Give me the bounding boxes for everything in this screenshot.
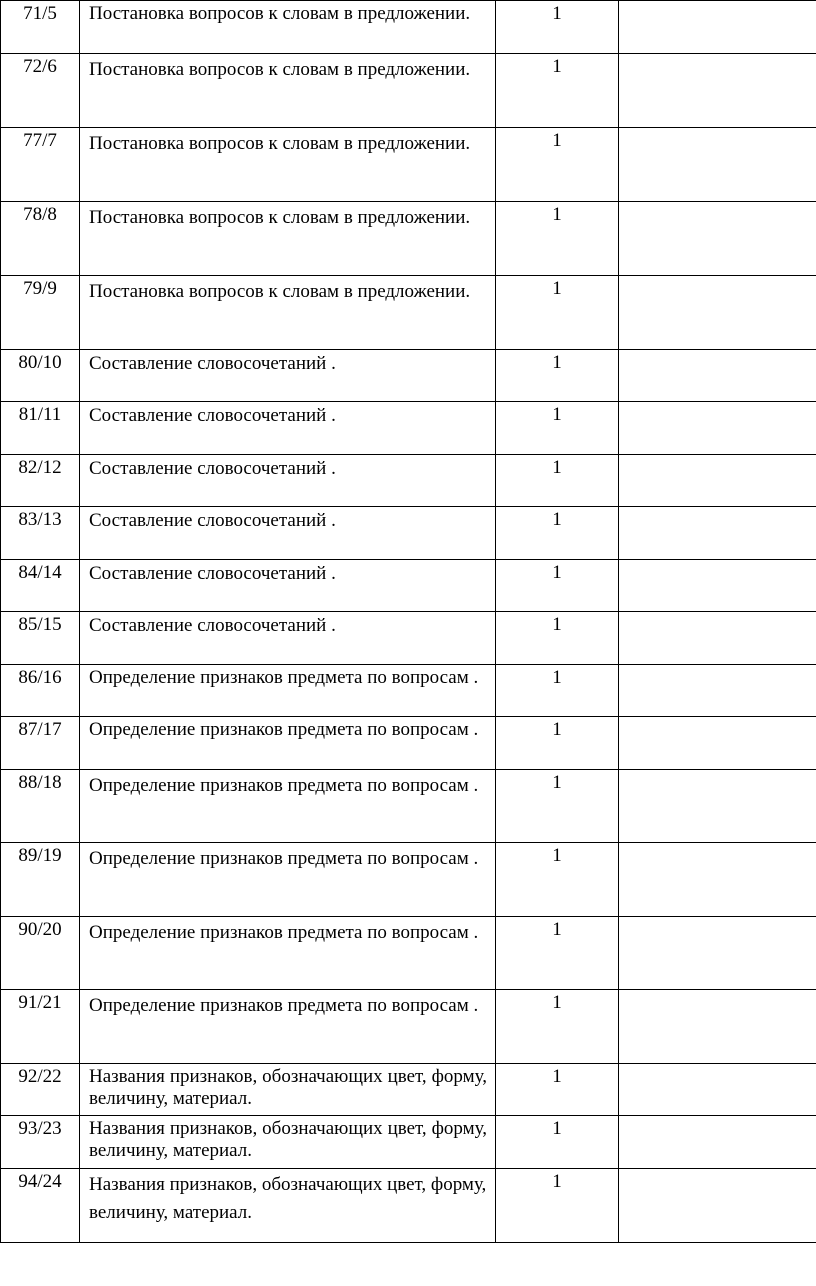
lesson-hours: 1 [496,350,619,402]
lesson-topic [80,54,496,128]
lesson-topic-text: Постановка вопросов к словам в предложении. [89,3,471,24]
table-row [1,990,816,1064]
lesson-number: 72/6 [1,54,80,128]
lesson-number: 94/24 [1,1169,80,1243]
table-row [1,350,816,402]
lesson-topic [80,843,496,917]
lesson-hours: 1 [496,717,619,770]
lesson-topic [80,612,496,665]
table-row [1,276,816,350]
table-row [1,665,816,717]
table-row [1,917,816,990]
lesson-notes [619,1064,816,1116]
lesson-number: 87/17 [1,717,80,770]
lesson-number: 93/23 [1,1116,80,1169]
lesson-notes [619,612,816,665]
lesson-hours: 1 [496,54,619,128]
lesson-notes [619,455,816,507]
lesson-number: 81/11 [1,402,80,455]
lesson-topic-text: Постановка вопросов к словам в предложении. [89,207,471,228]
lesson-hours: 1 [496,202,619,276]
lesson-notes [619,1,816,54]
lesson-hours: 1 [496,1116,619,1169]
lesson-notes [619,917,816,990]
lesson-notes [619,770,816,843]
lesson-topic-text: Определение признаков предмета по вопросам . [89,667,479,688]
lesson-hours: 1 [496,917,619,990]
table-row [1,455,816,507]
lesson-number: 77/7 [1,128,80,202]
lesson-topic-text: Постановка вопросов к словам в предложении. [89,281,471,302]
table-row [1,1,816,54]
table-row [1,54,816,128]
lesson-topic [80,202,496,276]
lesson-topic [80,770,496,843]
lesson-topic-text: Составление словосочетаний . [89,563,336,584]
lesson-topic [80,917,496,990]
table-row [1,507,816,560]
lesson-number: 71/5 [1,1,80,54]
lesson-topic-text: Составление словосочетаний . [89,353,336,374]
lesson-topic [80,128,496,202]
lesson-hours: 1 [496,612,619,665]
lesson-notes [619,202,816,276]
lesson-hours: 1 [496,455,619,507]
lesson-topic [80,717,496,770]
lesson-number: 79/9 [1,276,80,350]
table-row [1,770,816,843]
lesson-topic-text: Постановка вопросов к словам в предложении. [89,59,471,80]
lesson-number: 88/18 [1,770,80,843]
lesson-hours: 1 [496,990,619,1064]
lesson-plan-table-body [1,1,816,1243]
table-row [1,612,816,665]
lesson-topic [80,665,496,717]
lesson-notes [619,990,816,1064]
lesson-topic-text: Составление словосочетаний . [89,615,336,636]
lesson-hours: 1 [496,770,619,843]
lesson-number: 85/15 [1,612,80,665]
table-row [1,1116,816,1169]
lesson-notes [619,54,816,128]
lesson-number: 90/20 [1,917,80,990]
lesson-hours: 1 [496,843,619,917]
lesson-hours: 1 [496,665,619,717]
table-row [1,402,816,455]
lesson-topic-text: Определение признаков предмета по вопросам . [89,922,479,943]
lesson-number: 84/14 [1,560,80,612]
lesson-hours: 1 [496,276,619,350]
table-row [1,128,816,202]
lesson-topic [80,507,496,560]
lesson-topic [80,1169,496,1243]
lesson-notes [619,507,816,560]
lesson-topic [80,560,496,612]
lesson-hours: 1 [496,1169,619,1243]
lesson-topic-text: Названия признаков, обозначающих цвет, форму, величину, материал. [89,1174,487,1223]
table-row [1,717,816,770]
lesson-notes [619,1169,816,1243]
lesson-topic-text: Составление словосочетаний . [89,510,336,531]
lesson-topic-text: Определение признаков предмета по вопросам . [89,775,479,796]
table-row [1,560,816,612]
lesson-topic [80,350,496,402]
lesson-number: 78/8 [1,202,80,276]
lesson-notes [619,843,816,917]
lesson-topic-text: Определение признаков предмета по вопросам . [89,719,479,740]
lesson-notes [619,350,816,402]
lesson-number: 83/13 [1,507,80,560]
lesson-topic-text: Составление словосочетаний . [89,405,336,426]
lesson-number: 80/10 [1,350,80,402]
lesson-hours: 1 [496,402,619,455]
lesson-notes [619,402,816,455]
lesson-notes [619,1116,816,1169]
lesson-hours: 1 [496,1,619,54]
lesson-number: 92/22 [1,1064,80,1116]
table-row [1,843,816,917]
lesson-notes [619,560,816,612]
lesson-number: 86/16 [1,665,80,717]
lesson-topic-text: Названия признаков, обозначающих цвет, форму, величину, материал. [89,1066,487,1109]
table-row [1,1169,816,1243]
lesson-topic [80,402,496,455]
lesson-topic-text: Определение признаков предмета по вопросам . [89,848,479,869]
lesson-hours: 1 [496,128,619,202]
lesson-topic [80,990,496,1064]
table-row [1,202,816,276]
lesson-notes [619,717,816,770]
lesson-topic [80,455,496,507]
lesson-number: 91/21 [1,990,80,1064]
lesson-topic-text: Постановка вопросов к словам в предложении. [89,133,471,154]
lesson-topic-text: Определение признаков предмета по вопросам . [89,995,479,1016]
lesson-number: 89/19 [1,843,80,917]
lesson-notes [619,276,816,350]
lesson-topic [80,1116,496,1169]
lesson-hours: 1 [496,1064,619,1116]
lesson-hours: 1 [496,560,619,612]
lesson-topic-text: Названия признаков, обозначающих цвет, форму, величину, материал. [89,1118,487,1161]
lesson-notes [619,665,816,717]
lesson-topic [80,1,496,54]
lesson-notes [619,128,816,202]
lesson-topic [80,1064,496,1116]
lesson-topic [80,276,496,350]
lesson-hours: 1 [496,507,619,560]
lesson-topic-text: Составление словосочетаний . [89,458,336,479]
lesson-number: 82/12 [1,455,80,507]
table-row [1,1064,816,1116]
